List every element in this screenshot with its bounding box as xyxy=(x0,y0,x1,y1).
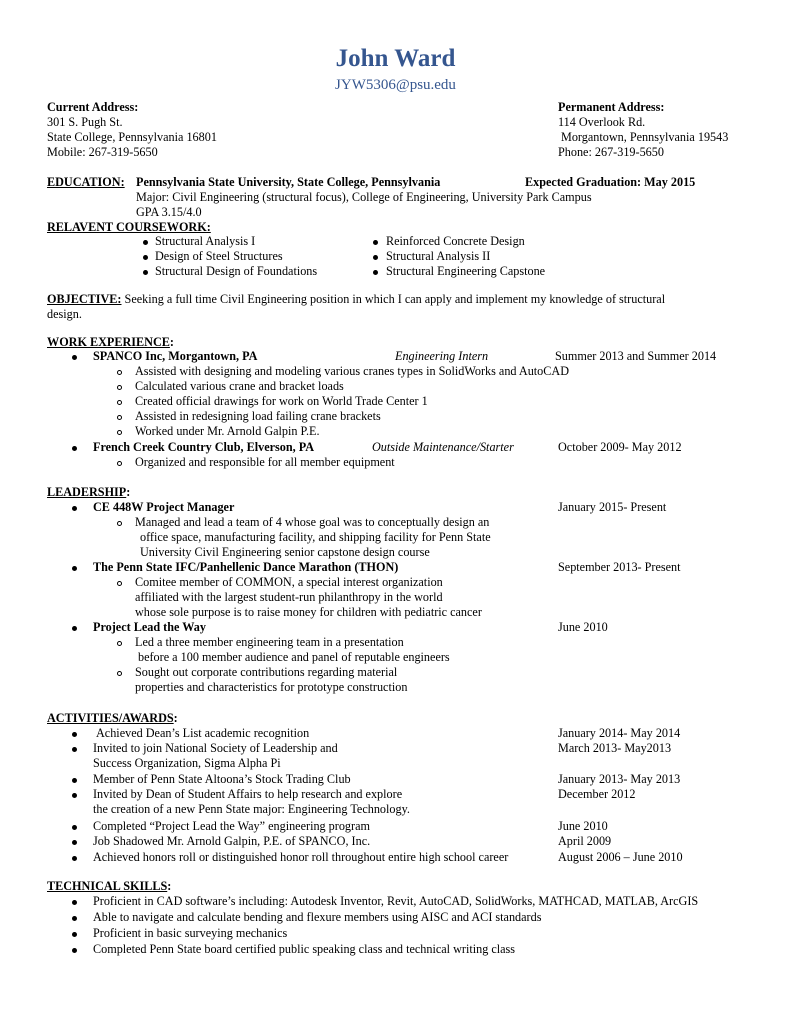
circle-bullet-icon xyxy=(117,641,122,646)
education-heading: EDUCATION: xyxy=(47,175,125,189)
bullet-icon xyxy=(72,856,77,861)
bullet-icon xyxy=(72,793,77,798)
job-company: SPANCO Inc, Morgantown, PA xyxy=(93,349,258,363)
activity-item: Achieved Dean’s List academic recognition xyxy=(96,726,310,740)
skill-item: Proficient in basic surveying mechanics xyxy=(93,926,288,940)
job-title: Outside Maintenance/Starter xyxy=(372,440,514,454)
job-task: Worked under Mr. Arnold Galpin P.E. xyxy=(135,424,320,438)
job-task: Assisted in redesigning load failing crane brackets xyxy=(135,409,381,423)
current-address-line: Mobile: 267-319-5650 xyxy=(47,145,158,159)
activity-dates: August 2006 – June 2010 xyxy=(558,850,683,864)
bullet-icon xyxy=(143,240,148,245)
activity-item: Achieved honors roll or distinguished honor roll throughout entire high school career xyxy=(93,850,509,864)
bullet-icon xyxy=(72,778,77,783)
activity-item: Completed “Project Lead the Way” engineering program xyxy=(93,819,370,833)
activities-heading-label: ACTIVITIES/AWARDS xyxy=(47,711,174,725)
leadership-detail: affiliated with the largest student-run philanthropy in the world xyxy=(135,590,443,604)
leadership-detail: University Civil Engineering senior capstone design course xyxy=(140,545,430,559)
course-item: Structural Analysis I xyxy=(155,234,256,248)
leadership-detail: Led a three member engineering team in a presentation xyxy=(135,635,404,649)
circle-bullet-icon xyxy=(117,581,122,586)
job-task: Created official drawings for work on World Trade Center 1 xyxy=(135,394,428,408)
course-item: Structural Design of Foundations xyxy=(155,264,318,278)
course-item: Structural Engineering Capstone xyxy=(386,264,546,278)
activities-heading-colon: : xyxy=(173,711,178,725)
leadership-title: CE 448W Project Manager xyxy=(93,500,235,514)
bullet-icon xyxy=(72,446,77,451)
bullet-icon xyxy=(72,355,77,360)
activity-item: the creation of a new Penn State major: Engineering Technology. xyxy=(93,802,410,816)
activity-item: Invited by Dean of Student Affairs to help research and explore xyxy=(93,787,403,801)
bullet-icon xyxy=(72,916,77,921)
job-task: Organized and responsible for all member equipment xyxy=(135,455,395,469)
current-address-line: 301 S. Pugh St. xyxy=(47,115,123,129)
job-dates: October 2009- May 2012 xyxy=(558,440,682,454)
circle-bullet-icon xyxy=(117,521,122,526)
bullet-icon xyxy=(72,840,77,845)
leadership-detail: whose sole purpose is to raise money for children with pediatric cancer xyxy=(135,605,482,619)
permanent-address-line: 114 Overlook Rd. xyxy=(558,115,646,129)
bullet-icon xyxy=(143,270,148,275)
job-title: Engineering Intern xyxy=(395,349,489,363)
leadership-title: Project Lead the Way xyxy=(93,620,206,634)
activities-heading xyxy=(47,711,178,726)
objective-text: Seeking a full time Civil Engineering position in which I can apply and implement my knowledge of structural xyxy=(124,292,666,306)
leadership-dates: September 2013- Present xyxy=(558,560,681,574)
objective-text-cont: design. xyxy=(47,307,82,321)
circle-bullet-icon xyxy=(117,671,122,676)
bullet-icon xyxy=(373,240,378,245)
resume-email: JYW5306@psu.edu xyxy=(335,77,456,93)
course-item: Structural Analysis II xyxy=(386,249,491,263)
circle-bullet-icon xyxy=(117,461,122,466)
leadership-detail: Comitee member of COMMON, a special interest organization xyxy=(135,575,443,589)
course-item: Design of Steel Structures xyxy=(155,249,283,263)
work-heading-label: WORK EXPERIENCE xyxy=(47,335,170,349)
leadership-detail: before a 100 member audience and panel of reputable engineers xyxy=(138,650,450,664)
circle-bullet-icon xyxy=(117,385,122,390)
objective-line xyxy=(47,292,665,307)
education-major: Major: Civil Engineering (structural focus), College of Engineering, University Park Campus xyxy=(136,190,592,204)
activity-dates: June 2010 xyxy=(558,819,608,833)
education-graduation: Expected Graduation: May 2015 xyxy=(525,175,696,189)
bullet-icon xyxy=(72,566,77,571)
current-address-label: Current Address: xyxy=(47,100,139,114)
resume-name: John Ward xyxy=(335,45,456,72)
work-heading-colon: : xyxy=(169,335,174,349)
activity-dates: March 2013- May2013 xyxy=(558,741,672,755)
bullet-icon xyxy=(72,506,77,511)
circle-bullet-icon xyxy=(117,430,122,435)
job-task: Assisted with designing and modeling various cranes types in SolidWorks and AutoCAD xyxy=(135,364,570,378)
bullet-icon xyxy=(373,270,378,275)
leadership-detail: office space, manufacturing facility, and shipping facility for Penn State xyxy=(140,530,491,544)
skills-heading-label: TECHNICAL SKILLS xyxy=(47,879,168,893)
activity-dates: April 2009 xyxy=(558,834,612,848)
leadership-detail: Sought out corporate contributions regarding material xyxy=(135,665,398,679)
coursework-heading: RELAVENT COURSEWORK: xyxy=(47,220,211,234)
circle-bullet-icon xyxy=(117,415,122,420)
skill-item: Completed Penn State board certified public speaking class and technical writing class xyxy=(93,942,516,956)
leadership-heading-label: LEADERSHIP xyxy=(47,485,127,499)
education-school: Pennsylvania State University, State College, Pennsylvania xyxy=(136,175,441,189)
bullet-icon xyxy=(72,948,77,953)
permanent-address-line: Morgantown, Pennsylvania 19543 xyxy=(561,130,729,144)
permanent-address-line: Phone: 267-319-5650 xyxy=(558,145,664,159)
permanent-address-label: Permanent Address: xyxy=(558,100,665,114)
leadership-dates: June 2010 xyxy=(558,620,608,634)
leadership-heading xyxy=(47,485,130,500)
circle-bullet-icon xyxy=(117,400,122,405)
activity-item: Success Organization, Sigma Alpha Pi xyxy=(93,756,281,770)
activity-item: Job Shadowed Mr. Arnold Galpin, P.E. of SPANCO, Inc. xyxy=(93,834,371,848)
leadership-dates: January 2015- Present xyxy=(558,500,667,514)
current-address-line: State College, Pennsylvania 16801 xyxy=(47,130,217,144)
bullet-icon xyxy=(72,932,77,937)
activity-item: Member of Penn State Altoona’s Stock Trading Club xyxy=(93,772,351,786)
leadership-title: The Penn State IFC/Panhellenic Dance Marathon (THON) xyxy=(93,560,399,574)
bullet-icon xyxy=(72,626,77,631)
job-company: French Creek Country Club, Elverson, PA xyxy=(93,440,315,454)
education-gpa: GPA 3.15/4.0 xyxy=(136,205,202,219)
skills-heading-colon: : xyxy=(167,879,172,893)
leadership-heading-colon: : xyxy=(126,485,131,499)
leadership-detail: Managed and lead a team of 4 whose goal was to conceptually design an xyxy=(135,515,490,529)
bullet-icon xyxy=(72,900,77,905)
skill-item: Able to navigate and calculate bending and flexure members using AISC and ACI standards xyxy=(93,910,542,924)
leadership-detail: properties and characteristics for prototype construction xyxy=(135,680,408,694)
activity-item: Invited to join National Society of Leadership and xyxy=(93,741,338,755)
job-dates: Summer 2013 and Summer 2014 xyxy=(555,349,717,363)
work-heading xyxy=(47,335,174,350)
skill-item: Proficient in CAD software’s including: Autodesk Inventor, Revit, AutoCAD, SolidWorks, MATHCAD, MATLAB, ArcGIS xyxy=(93,894,699,908)
bullet-icon xyxy=(72,732,77,737)
bullet-icon xyxy=(72,825,77,830)
skills-heading xyxy=(47,879,171,894)
bullet-icon xyxy=(373,255,378,260)
bullet-icon xyxy=(72,747,77,752)
bullet-icon xyxy=(143,255,148,260)
course-item: Reinforced Concrete Design xyxy=(386,234,525,248)
activity-dates: January 2013- May 2013 xyxy=(558,772,681,786)
job-task: Calculated various crane and bracket loads xyxy=(135,379,344,393)
activity-dates: December 2012 xyxy=(558,787,636,801)
objective-heading: OBJECTIVE: xyxy=(47,292,122,306)
circle-bullet-icon xyxy=(117,370,122,375)
activity-dates: January 2014- May 2014 xyxy=(558,726,681,740)
